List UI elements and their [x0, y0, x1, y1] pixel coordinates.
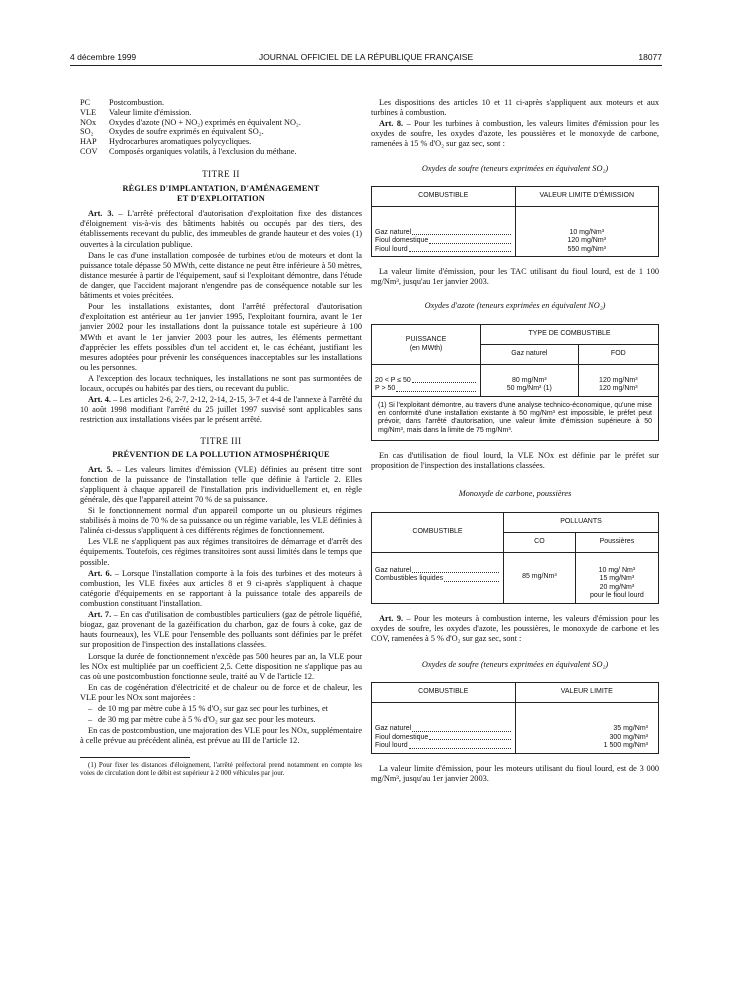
abbr-value: Hydrocarbures aromatiques polycycliques. — [109, 137, 252, 147]
abbr-key: PC — [80, 98, 91, 107]
table-nitrogen-turbines — [371, 324, 659, 442]
after-table4-paragraph: La valeur limite d'émission, pour les moteurs utilisant du fioul lourd, est de 3 000 mg/Nm³, jusqu'au 1er janvier 2003. — [371, 763, 659, 783]
table-cell: 10 mg/Nm³ 120 mg/Nm³ 550 mg/Nm³ — [515, 206, 659, 257]
art7-paragraph-4: En cas de postcombustion, une majoration des VLE pour les NOx, supplémentaire à celle prévue au précédent alinéa, est prévue au III de l'article 12. — [80, 726, 362, 746]
art9-paragraph: Art. 9. – Pour les moteurs à combustion interne, les valeurs d'émission pour les oxydes de soufre, les oxydes d'azote, les poussières, le monoxyde de carbone et les COV, ramenées à 5 % d'O₂ sur gaz sec, sont : — [371, 613, 659, 643]
table-sulfur-turbines — [371, 186, 659, 258]
titre-3-subtitle: PRÉVENTION DE LA POLLUTION ATMOSPHÉRIQUE — [112, 450, 330, 460]
header-page-number: 18077 — [638, 52, 662, 62]
art9-label: Art. 9. — [379, 613, 404, 623]
table-cell: 85 mg/Nm³ — [504, 552, 576, 603]
titre-2-subtitle-line2: ET D'EXPLOITATION — [176, 194, 265, 204]
art3-paragraph-1: Art. 3. – L'arrêté préfectoral d'autorisation d'exploitation fixe des distances d'éloignement vis-à-vis des bâtiments habités ou occupés par des tiers, des établissements recevant du public, des immeubles de grande hauteur et des voies (1) ouvertes à la circulation publique. — [80, 209, 362, 249]
table4-caption: Oxydes de soufre (teneurs exprimées en équivalent SO₂) — [421, 659, 609, 669]
footnote: (1) Pour fixer les distances d'éloignement, l'arrêté préfectoral prend notamment en compte les voies de circulation dont le débit est supérieur à 2 000 véhicules par jour. — [80, 760, 362, 778]
titre-2-subtitle-line1: RÈGLES D'IMPLANTATION, D'AMÉNAGEMENT — [122, 183, 320, 193]
table-header: Gaz naturel — [481, 344, 579, 364]
table-header: VALEUR LIMITE D'ÉMISSION — [515, 186, 659, 206]
table2-caption: Oxydes d'azote (teneurs exprimées en équivalent NO₂) — [424, 301, 606, 311]
abbr-value: Valeur limite d'émission. — [109, 107, 192, 117]
table-note: (1) Si l'exploitant démontre, au travers d'une analyse technico-économique, qu'une mise en conformité d'une installation existante à 50 mg/Nm³ est impossible, le préfet peut prévoir, dans l'arrêté d'autorisation, une valeur limite d'émission supérieure à 50 mg/Nm³, mais dans la limite de 75 mg/Nm³. — [372, 396, 659, 441]
art8-label: Art. 8. — [379, 119, 404, 129]
right-intro-paragraph: Les dispositions des articles 10 et 11 ci-après s'appliquent aux moteurs et aux turbines à combustion. — [371, 98, 659, 118]
art5-paragraph-3: Les VLE ne s'appliquent pas aux régimes transitoires de démarrage et d'arrêt des équipements. Toutefois, ces régimes transitoires sont aussi limités dans le temps que possible. — [80, 537, 362, 567]
table-cell: 20 < P ≤ 50 P > 50 — [372, 364, 481, 396]
titre-2-heading: TITRE II — [202, 168, 240, 179]
abbr-value: Oxydes de soufre exprimés en équivalent SO₂. — [109, 127, 264, 137]
table-header: VALEUR LIMITE — [515, 683, 659, 703]
art7-dash-item-1: – de 10 mg par mètre cube à 15 % d'O₂ sur gaz sec pour les turbines, et — [88, 704, 328, 714]
abbr-key: HAP — [80, 137, 97, 147]
table-header: TYPE DE COMBUSTIBLE — [481, 324, 659, 344]
abbr-key: COV — [80, 146, 98, 156]
header-rule — [70, 65, 662, 66]
art5-paragraph-2: Si le fonctionnement normal d'un appareil comporte un ou plusieurs régimes stabilisés à moins de 70 % de sa puissance ou un régime variable, les VLE définies à l'alinéa ci-dessus s'appliquent à ces différents régimes de fonctionnement. — [80, 506, 362, 536]
art8-paragraph: Art. 8. – Pour les turbines à combustion, les valeurs limites d'émission pour les oxydes de soufre, les oxydes d'azote, les poussières et le monoxyde de carbone, ramenées à 15 % d'O₂ sur gaz sec, sont : — [371, 119, 660, 149]
abbr-value: Composés organiques volatils, à l'exclusion du méthane. — [109, 146, 297, 156]
abbr-value: Postcombustion. — [109, 98, 165, 107]
page-header — [70, 52, 662, 66]
table-header: CO — [504, 532, 576, 552]
table-cell: 80 mg/Nm³ 50 mg/Nm³ (1) — [481, 364, 579, 396]
art4-paragraph: Art. 4. – Les articles 2-6, 2-7, 2-12, 2-14, 2-15, 3-7 et 4-4 de l'annexe à l'arrêté du 10 août 1998 modifiant l'arrêté du 25 juillet 1997 susvisé sont applicables sans restriction aux installations visées par le présent arrêté. — [80, 395, 362, 425]
table-sulfur-engines — [371, 682, 659, 754]
art3-paragraph-4: A l'exception des locaux techniques, les installations ne sont pas surmontées de locaux, occupés ou habités par des tiers, ou recevant du public. — [80, 373, 362, 394]
table-header: COMBUSTIBLE — [372, 186, 516, 206]
art3-paragraph-2: Dans le cas d'une installation composée de turbines et/ou de moteurs et dont la puissance totale dépasse 50 MWth, cette distance ne peut être inférieure à 50 mètres, distance mesurée à partir de l'équipement, sauf si l'exploitant démontre, dans l'étude de danger, que l'accident majorant n'engendre pas de conséquence notable sur les bâtiments et voies précitées. — [80, 250, 362, 301]
titre-2-subtitle — [80, 184, 362, 206]
abbr-key: VLE — [80, 107, 97, 117]
table-cell: Gaz naturel Combustibles liquides — [372, 552, 504, 603]
table3-caption: Monoxyde de carbone, poussières — [458, 489, 572, 499]
art7-dash-item-2: – de 30 mg par mètre cube à 5 % d'O₂ sur gaz sec pour les moteurs. — [88, 715, 316, 725]
table1-caption: Oxydes de soufre (teneurs exprimées en équivalent SO₂) — [421, 163, 609, 173]
table-header: FOD — [578, 344, 658, 364]
after-table2-paragraph: En cas d'utilisation de fioul lourd, la VLE NOx est définie par le préfet sur proposition de l'inspection des installations classées. — [371, 451, 659, 471]
header-date: 4 décembre 1999 — [70, 52, 137, 62]
art6-paragraph: Art. 6. – Lorsque l'installation comporte à la fois des turbines et des moteurs à combustion, les VLE fixées aux articles 8 et 9 ci-après s'appliquent à chaque catégorie d'équipements en se rapportant à la puissance totale des appareils de combustion constituant l'installation. — [80, 568, 362, 609]
art6-label: Art. 6. — [88, 568, 112, 578]
table-header: POLLUANTS — [504, 512, 659, 532]
art7-label: Art. 7. — [88, 610, 112, 620]
abbreviation-list — [80, 98, 362, 157]
art3-paragraph-3: Pour les installations existantes, dont l'arrêté préfectoral d'autorisation d'exploitation est antérieur au 1er janvier 1995, l'exploitant fournira, avant le 1er janvier 2002 pour les installations dont la puissance totale est supérieure à 100 MWth et avant le 1er janvier 2003 pour les autres, les éléments permettant d'apprécier les effets possibles d'un tel accident et, le cas échéant, justifiant les mesures adoptées pour prévenir les conséquences inacceptables sur les installations ou les personnes. — [80, 302, 362, 372]
table-header: COMBUSTIBLE — [372, 683, 516, 703]
table-cell: Gaz naturel Fioul domestique Fioul lourd — [372, 703, 516, 754]
abbr-key: NOx — [80, 117, 97, 127]
table-co-dust-turbines — [371, 512, 659, 604]
right-column — [371, 98, 659, 785]
art7-paragraph-1: Art. 7. – En cas d'utilisation de combustibles particuliers (gaz de pétrole liquéfié, biogaz, gaz provenant de la gazéification du charbon, gaz de fours à coke, gaz de hauts fourneaux), les VLE pour l'ensemble des polluants sont définies par le préfet sur proposition de l'inspection des installations classées. — [80, 610, 362, 650]
table-cell: 35 mg/Nm³ 300 mg/Nm³ 1 500 mg/Nm³ — [515, 703, 659, 754]
art5-paragraph-1: Art. 5. – Les valeurs limites d'émission (VLE) définies au présent titre sont fonction de la puissance de l'installation telle que définie à l'article 2. Elles s'appliquent à chaque appareil de l'installation pris individuellement et, en règle générale, dès que l'appareil atteint 70 % de sa puissance. — [80, 464, 362, 504]
art4-label: Art. 4. — [88, 395, 111, 405]
table-header: PUISSANCE (en MWth) — [372, 324, 481, 364]
abbr-key: SO₂ — [80, 127, 94, 137]
left-column — [80, 98, 362, 779]
art7-paragraph-2: Lorsque la durée de fonctionnement n'excède pas 500 heures par an, la VLE pour les NOx est multipliée par un coefficient 2,5. Cette disposition ne s'applique pas au cas où une postcombustion fonctionne seule, traité au V de l'article 12. — [80, 651, 362, 681]
art7-paragraph-3: En cas de cogénération d'électricité et de chaleur ou de force et de chaleur, les VLE pour les NOx sont majorées : — [80, 682, 362, 702]
art3-label: Art. 3. — [88, 209, 114, 219]
header-journal-title: JOURNAL OFFICIEL DE LA RÉPUBLIQUE FRANÇAISE — [258, 52, 474, 62]
titre-3-heading: TITRE III — [200, 435, 242, 446]
table-header: Poussières — [575, 532, 658, 552]
abbr-value: Oxydes d'azote (NO + NO₂) exprimés en équivalent NO₂. — [109, 117, 301, 127]
table-cell: 120 mg/Nm³ 120 mg/Nm³ — [578, 364, 658, 396]
footnote-rule — [80, 757, 190, 758]
art5-label: Art. 5. — [88, 464, 113, 474]
table-cell: 10 mg/ Nm³ 15 mg/Nm³ 20 mg/Nm³ pour le fioul lourd — [575, 552, 658, 603]
after-table1-paragraph: La valeur limite d'émission, pour les TAC utilisant du fioul lourd, est de 1 100 mg/Nm³, jusqu'au 1er janvier 2003. — [371, 267, 659, 287]
table-cell: Gaz naturel Fioul domestique Fioul lourd — [372, 206, 516, 257]
table-header: COMBUSTIBLE — [372, 512, 504, 552]
